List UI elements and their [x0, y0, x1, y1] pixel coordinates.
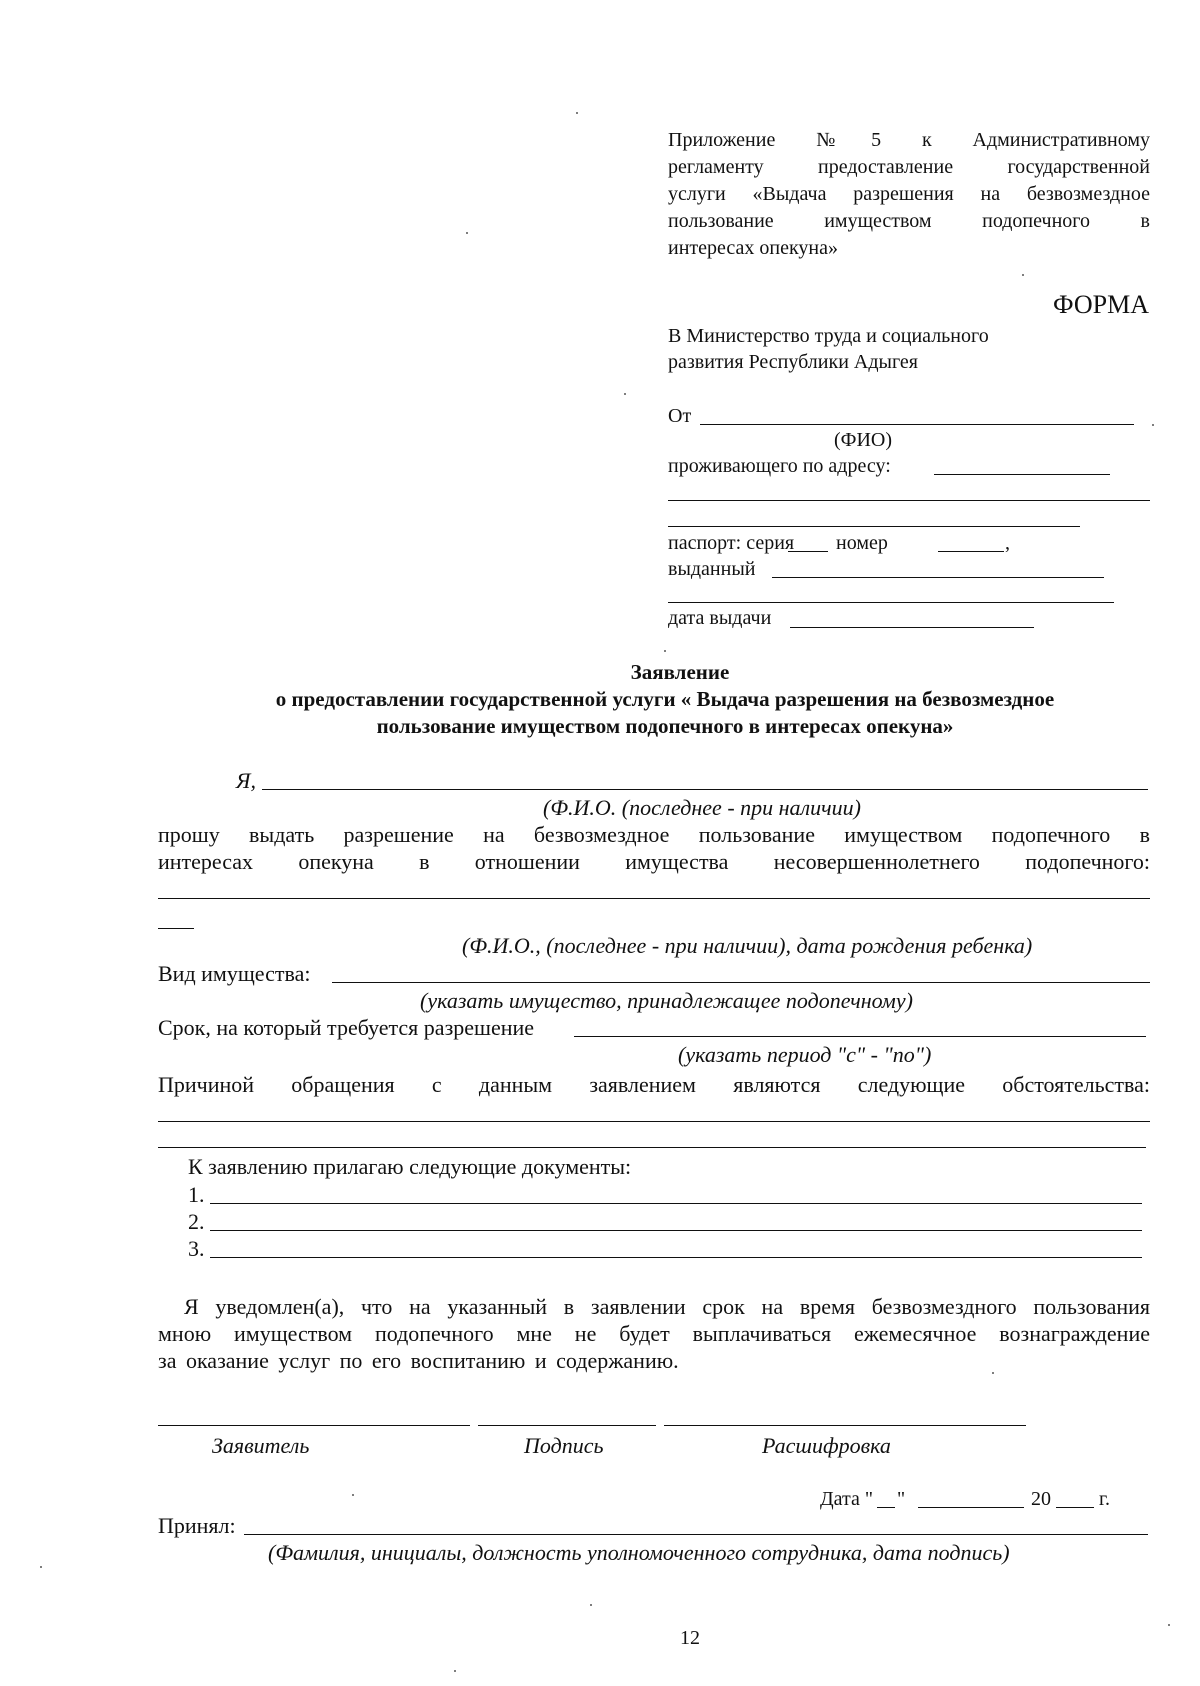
attachment-number: 3.	[188, 1236, 205, 1261]
scan-speck	[466, 232, 468, 234]
passport-comma: ,	[1005, 532, 1010, 554]
scan-speck	[992, 1372, 994, 1374]
applicant-signature-line[interactable]	[158, 1425, 470, 1426]
property-input[interactable]	[332, 982, 1150, 983]
from-label: От	[668, 405, 692, 427]
term-input[interactable]	[574, 1036, 1146, 1037]
issue-date-label: дата выдачи	[668, 607, 772, 629]
issued-by-input-line-2[interactable]	[668, 602, 1114, 603]
notice-line-2: мною имуществом подопечного мне не будет выплачиваться ежемесячное вознаграждение	[158, 1321, 1150, 1346]
date-quote: "	[897, 1488, 906, 1510]
attachment-input-2[interactable]	[210, 1230, 1142, 1231]
passport-number-input[interactable]	[938, 551, 1004, 552]
appendix-line-2: регламенту предоставление государственной	[668, 156, 1150, 178]
reason-input-line-1[interactable]	[158, 1121, 1150, 1122]
date-day-input[interactable]	[877, 1507, 895, 1508]
accepted-label: Принял:	[158, 1513, 236, 1538]
date-label: Дата "	[820, 1488, 874, 1510]
address-input-line-1[interactable]	[934, 474, 1110, 475]
addressee-line-1: В Министерство труда и социального	[668, 325, 989, 347]
property-caption: (указать имущество, принадлежащее подопечному)	[420, 988, 913, 1013]
scan-speck	[590, 1604, 592, 1606]
appendix-line-3: услуги «Выдача разрешения на безвозмездное	[668, 183, 1150, 205]
attachment-number: 1.	[188, 1182, 205, 1207]
decoding-caption: Расшифровка	[762, 1433, 891, 1458]
decoding-signature-line[interactable]	[664, 1425, 1026, 1426]
applicant-caption: Заявитель	[212, 1433, 310, 1458]
attachment-number: 2.	[188, 1209, 205, 1234]
accepted-caption: (Фамилия, инициалы, должность уполномоченного сотрудника, дата подпись)	[268, 1540, 1010, 1565]
reason-input-line-2[interactable]	[158, 1147, 1146, 1148]
i-label: Я,	[236, 768, 256, 793]
issue-date-input[interactable]	[790, 627, 1034, 628]
passport-series-label: паспорт: серия	[668, 532, 795, 554]
fio-caption: (ФИО)	[834, 429, 893, 451]
term-caption: (указать период "с" - "по")	[678, 1042, 932, 1067]
request-line-2: интересах опекуна в отношении имущества несовершеннолетнего подопечного:	[158, 849, 1150, 874]
address-input-line-3[interactable]	[668, 526, 1080, 527]
appendix-line-4: пользование имуществом подопечного в	[668, 210, 1150, 232]
date-year-prefix: 20	[1031, 1488, 1051, 1510]
child-caption: (Ф.И.О., (последнее - при наличии), дата рождения ребенка)	[462, 933, 1033, 958]
child-input-line-2[interactable]	[158, 928, 194, 929]
scan-speck	[454, 1670, 456, 1672]
accepted-input[interactable]	[244, 1534, 1148, 1535]
notice-line-3: за оказание услуг по его воспитанию и содержанию.	[158, 1348, 679, 1373]
scan-speck	[624, 393, 626, 395]
scan-speck	[40, 1566, 42, 1568]
property-label: Вид имущества:	[158, 961, 311, 986]
signature-caption: Подпись	[524, 1433, 604, 1458]
scan-speck	[1168, 1624, 1170, 1626]
applicant-fio-caption: (Ф.И.О. (последнее - при наличии)	[543, 795, 861, 820]
appendix-line-5: интересах опекуна»	[668, 237, 838, 259]
fio-input-line[interactable]	[700, 424, 1134, 425]
scan-speck	[576, 112, 578, 114]
passport-series-input[interactable]	[788, 551, 828, 552]
scan-speck	[664, 650, 666, 652]
notice-line-1: Я уведомлен(а), что на указанный в заявлении срок на время безвозмездного пользования	[184, 1294, 1150, 1319]
date-year-suffix: г.	[1099, 1488, 1110, 1510]
date-month-input[interactable]	[918, 1507, 1024, 1508]
reason-label: Причиной обращения с данным заявлением являются следующие обстоятельства:	[158, 1072, 1150, 1097]
page-number: 12	[680, 1627, 700, 1649]
issued-by-input-line-1[interactable]	[772, 577, 1104, 578]
request-line-1: прошу выдать разрешение на безвозмездное пользование имуществом подопечного в	[158, 822, 1150, 847]
appendix-line-1: Приложение №5 к Административному	[668, 129, 1150, 151]
applicant-fio-input[interactable]	[262, 789, 1148, 790]
scan-speck	[1022, 274, 1024, 276]
address-input-line-2[interactable]	[668, 500, 1150, 501]
date-year-input[interactable]	[1056, 1507, 1094, 1508]
scan-speck	[352, 1494, 354, 1496]
child-input-line-1[interactable]	[158, 898, 1150, 899]
term-label: Срок, на который требуется разрешение	[158, 1015, 535, 1040]
statement-title: Заявление	[630, 660, 730, 684]
issued-by-label: выданный	[668, 558, 756, 580]
attachment-input-1[interactable]	[210, 1203, 1142, 1204]
address-label: проживающего по адресу:	[668, 455, 891, 477]
scan-speck	[1152, 424, 1154, 426]
signature-line[interactable]	[478, 1425, 656, 1426]
attachment-input-3[interactable]	[210, 1257, 1142, 1258]
passport-number-label: номер	[836, 532, 888, 554]
statement-subtitle-line-2: пользование имуществом подопечного в интересах опекуна»	[376, 714, 954, 738]
form-label: ФОРМА	[1053, 290, 1149, 319]
attachments-label: К заявлению прилагаю следующие документы:	[188, 1154, 632, 1179]
statement-subtitle-line-1: о предоставлении государственной услуги « Выдача разрешения на безвозмездное	[275, 687, 1055, 711]
addressee-line-2: развития Республики Адыгея	[668, 351, 918, 373]
